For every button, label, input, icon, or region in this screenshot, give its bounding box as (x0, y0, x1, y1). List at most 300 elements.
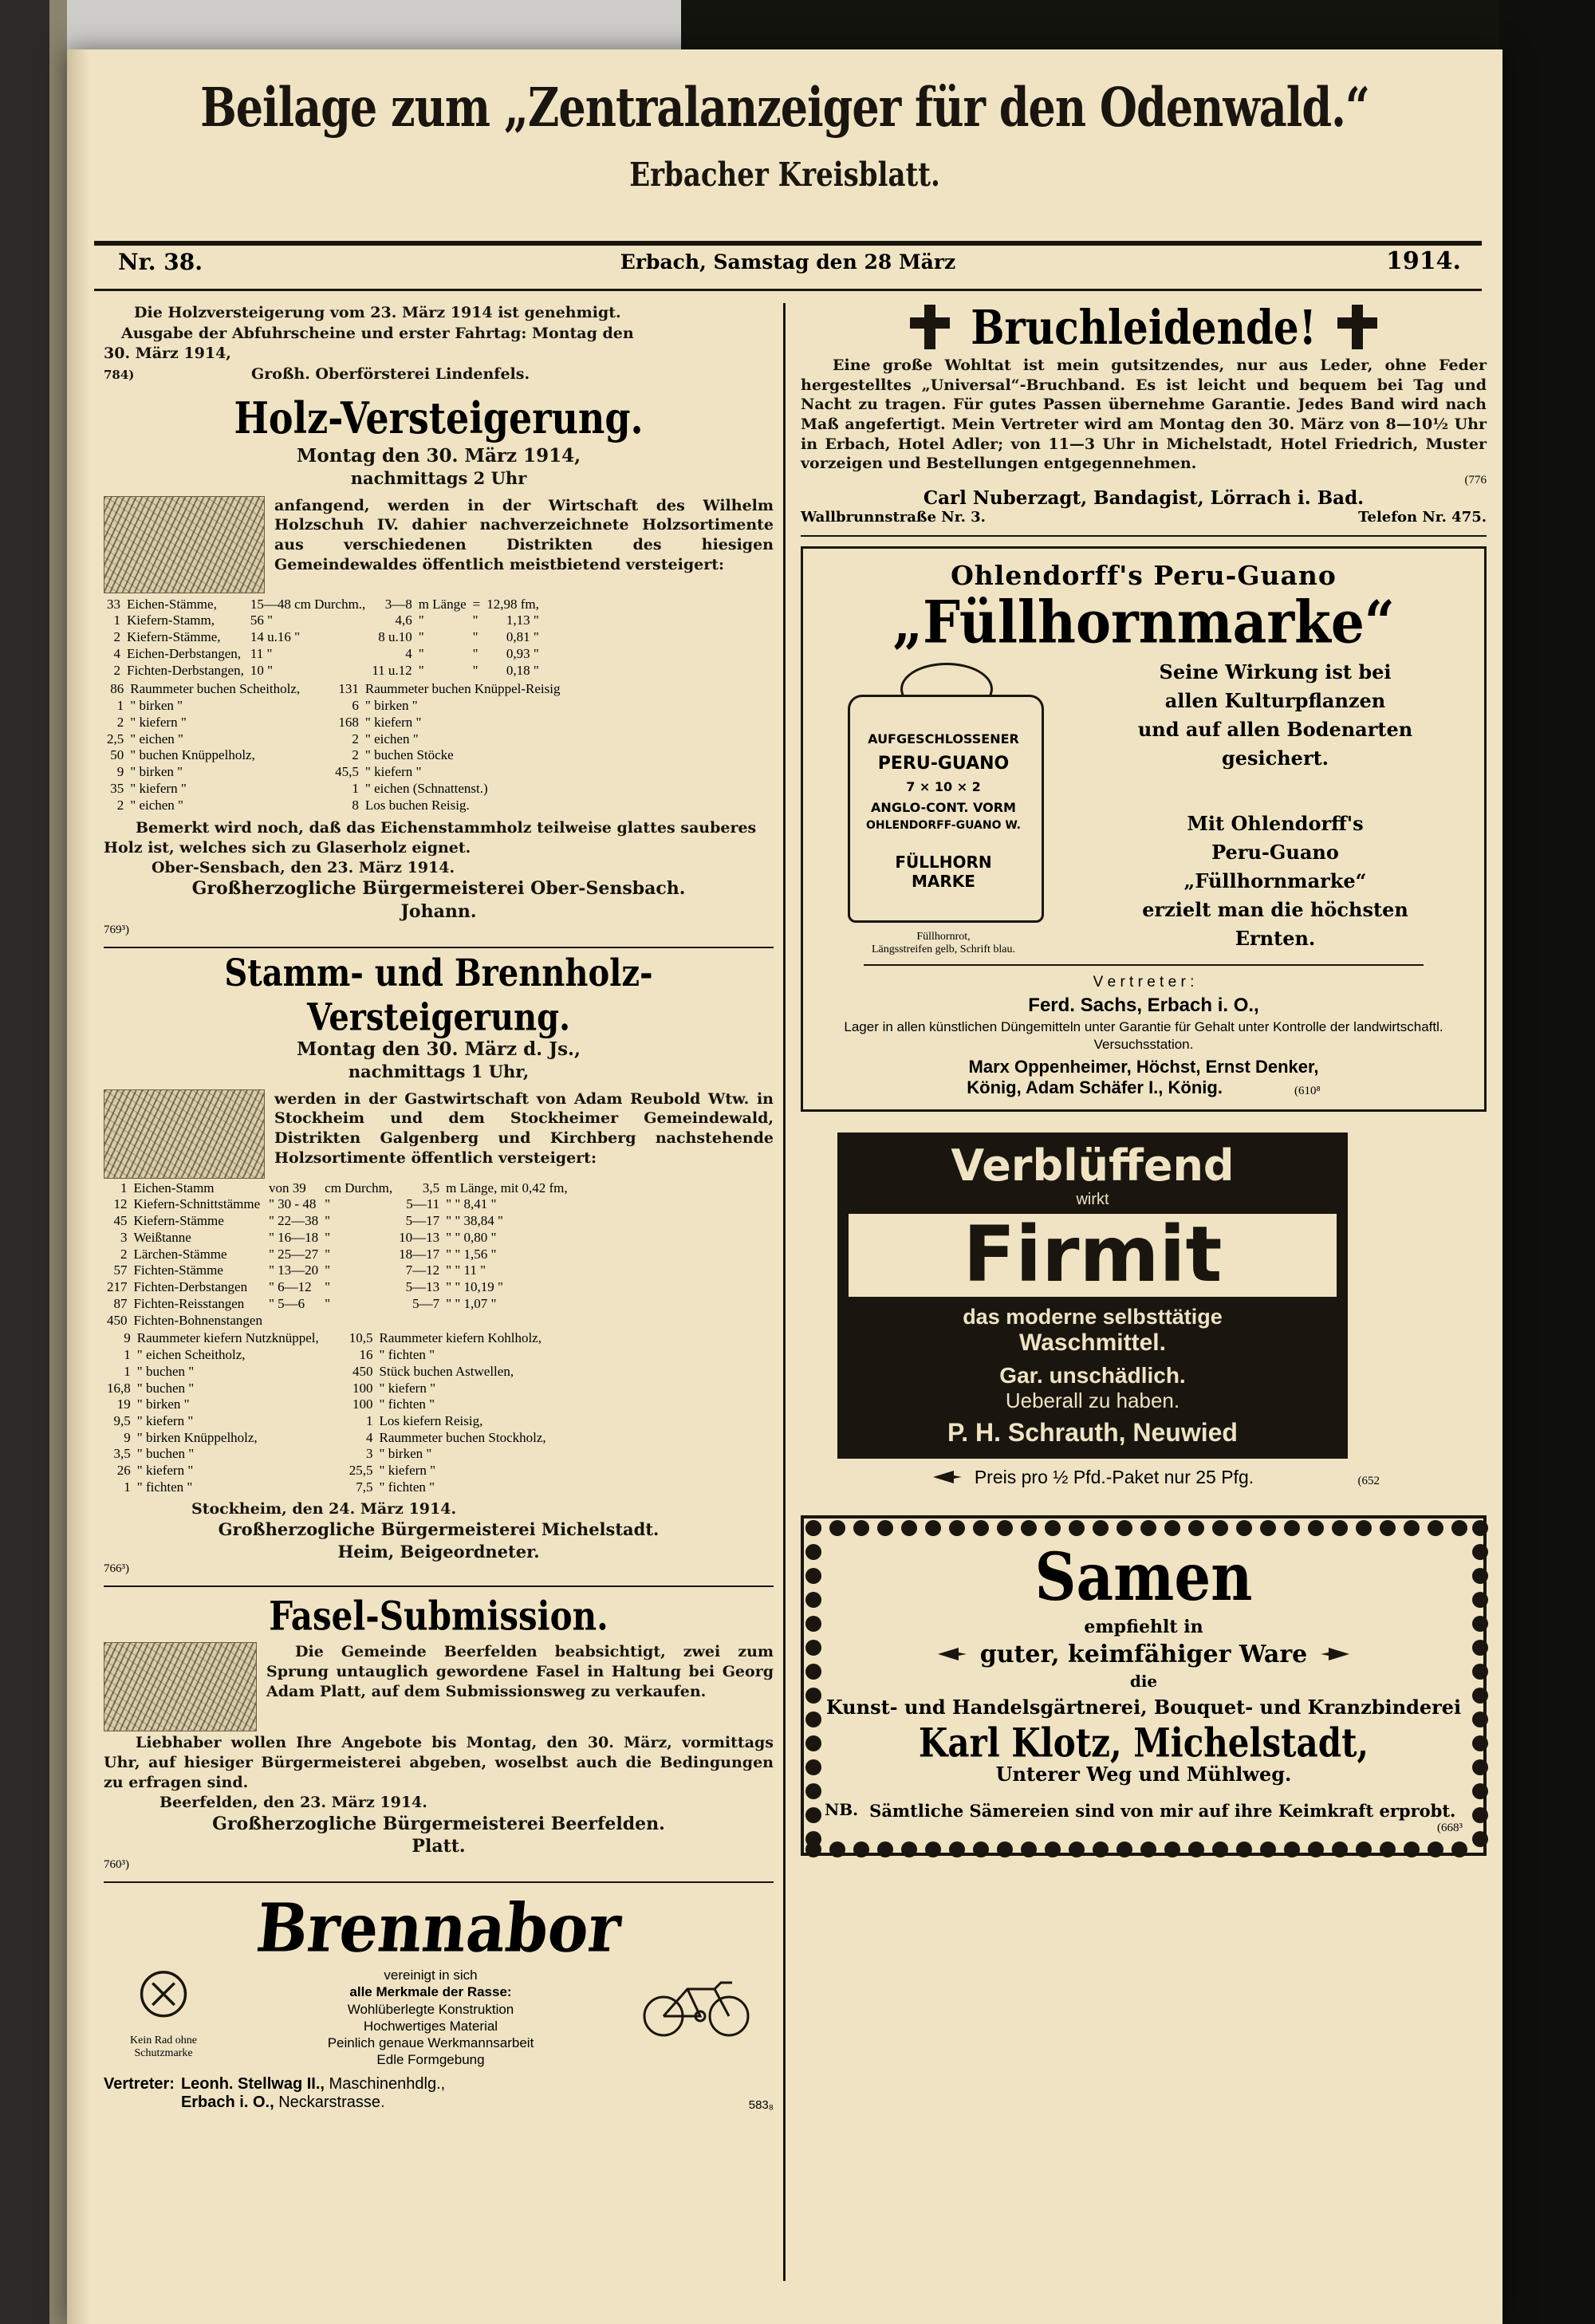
auction1-headline: Holz-Versteigerung. (234, 392, 644, 443)
cell: " birken Knüppelholz, (136, 1429, 258, 1445)
cell: 7,5 (356, 1479, 373, 1495)
decorative-dot (1140, 1520, 1156, 1536)
cell: " " 0,80 " (446, 1229, 497, 1245)
brennabor-ref: 583₈ (748, 2098, 774, 2112)
firmit-name: Firmit (963, 1210, 1223, 1300)
decorative-dot (853, 1520, 869, 1536)
table-row (104, 1479, 549, 1496)
sack-line: AUFGESCHLOSSENER (868, 731, 1019, 747)
cell: " buchen " (136, 1446, 195, 1462)
guano-brand: „Füllhornmarke“ (892, 588, 1395, 657)
firmit-availability: Ueberall zu haben. (1005, 1388, 1180, 1412)
cell: 35 (110, 780, 124, 796)
cell: 86 (110, 681, 124, 697)
divider (104, 1881, 774, 1883)
pointing-hand-icon (935, 1646, 969, 1662)
cell: " (472, 629, 478, 645)
decorative-dot (1212, 1841, 1228, 1857)
cell: 2 (116, 797, 124, 813)
decorative-dot (901, 1841, 917, 1857)
decorative-dot (805, 1831, 821, 1847)
cell: 450 (352, 1363, 373, 1379)
cell: = (472, 596, 481, 612)
samen-address: Unterer Weg und Mühlweg. (995, 1762, 1292, 1786)
brennabor-dealer-street: Neckarstrasse. (278, 2093, 385, 2111)
cell: " birken " (130, 764, 183, 780)
guano-claim2-line: Ernten. (1235, 927, 1316, 951)
decorative-dot (1356, 1520, 1372, 1536)
table-row (104, 613, 542, 629)
cell: Los buchen Reisig. (364, 797, 470, 813)
samen-nb-label: NB. (825, 1799, 859, 1819)
pointing-hand-icon (931, 1469, 963, 1485)
cell: " (325, 1295, 331, 1311)
cell: 2 (113, 629, 120, 645)
masthead (67, 49, 1502, 195)
cell: " (325, 1229, 331, 1245)
guano-claim2-line: erzielt man die höchsten (1142, 898, 1408, 922)
decorative-dot (1188, 1841, 1204, 1857)
decorative-dot (1472, 1783, 1488, 1799)
cell: 1 (116, 698, 124, 714)
cell (266, 1313, 571, 1329)
cell: 11 u.12 (372, 662, 412, 678)
decorative-dot (805, 1688, 821, 1704)
cell: 45,5 (335, 764, 359, 780)
cell: " eichen Scheitholz, (136, 1347, 246, 1363)
decorative-dot (1472, 1664, 1488, 1680)
cell: 50 (110, 747, 124, 763)
cell: " (472, 613, 478, 628)
cell: " " 1,07 " (446, 1295, 497, 1311)
scan-edge-right (1499, 0, 1595, 2324)
auction1-intro: anfangend, werden in der Wirtschaft des Wilhelm Holzschuh IV. dahier nachverzeichnete Holzsortimente aus verschiedenen Distrikten des hiesigen Gemeindewaldes öffentlich meistbietend versteigert: (274, 496, 774, 573)
cell: Kiefern-Stamm, (127, 613, 215, 628)
cell: 168 (338, 714, 359, 730)
right-column (801, 299, 1487, 1856)
cell: " " 10,19 " (446, 1279, 503, 1295)
cell: Kiefern-Stämme, (127, 629, 221, 645)
cell: 25,5 (349, 1463, 373, 1479)
cell: Stück buchen Astwellen, (379, 1363, 514, 1379)
decorative-dot (1260, 1520, 1276, 1536)
cell: " kiefern " (136, 1463, 194, 1479)
table-row (104, 1330, 549, 1347)
auction1-signature: Johann. (400, 900, 477, 922)
cell: 450 (107, 1312, 128, 1328)
table-row (104, 1347, 549, 1364)
fasel-authority: Großherzogliche Bürgermeisterei Beerfelden. (212, 1813, 665, 1834)
guano-caption1: Füllhornrot, (916, 931, 971, 943)
decorative-dot (1428, 1520, 1443, 1536)
cell: 19 (116, 1396, 131, 1412)
table-row (104, 597, 542, 613)
cell: 2 (116, 714, 124, 730)
sack-line: 7 × 10 × 2 (906, 779, 981, 795)
notice-line3: 30. März 1914, (104, 345, 231, 363)
guano-claim-line: allen Kulturpflanzen (1164, 689, 1386, 713)
brennabor-feature: Hochwertiges Material (363, 2018, 498, 2034)
cell: Los kiefern Reisig, (379, 1413, 483, 1429)
decorative-dot (1116, 1841, 1132, 1857)
cell: 1 (124, 1363, 131, 1379)
bruch-advertiser-name: Carl Nuberzagt, Bandagist, Lörrach i. Bad. (923, 487, 1365, 510)
cell: 1 (124, 1479, 131, 1495)
ad-samen[interactable] (801, 1515, 1487, 1856)
table-row (104, 646, 542, 663)
notice-office: Großh. Oberförsterei Lindenfels. (251, 364, 530, 383)
decorative-dot (1069, 1841, 1085, 1857)
auction1-note: Bemerkt wird noch, daß das Eichenstammholz teilweise glattes sauberes Holz ist, welches sich zu Glaserholz eignet. (104, 819, 757, 857)
table-row (104, 681, 563, 698)
cell: 0,18 " (506, 662, 539, 678)
guano-claim-line: gesichert. (1221, 746, 1329, 770)
cell: " fichten " (379, 1396, 435, 1412)
decorative-dot (1380, 1520, 1396, 1536)
decorative-dot (1116, 1520, 1132, 1536)
decorative-dot (1164, 1520, 1180, 1536)
decorative-dot (805, 1711, 821, 1727)
cell: " buchen " (136, 1380, 195, 1396)
cell: 10—13 (399, 1229, 440, 1245)
cell: " buchen Stöcke (364, 747, 454, 763)
auction2-signature: Heim, Beigeordneter. (337, 1541, 540, 1562)
decorative-dot (1356, 1841, 1372, 1857)
decorative-dot (1472, 1520, 1488, 1536)
decorative-dot (805, 1592, 821, 1608)
bruch-address: Wallbrunnstraße Nr. 3. (801, 509, 986, 526)
fasel-ref: 760³) (104, 1858, 129, 1872)
table-row (104, 731, 563, 748)
decorative-dot (805, 1520, 821, 1536)
cell: " eichen " (364, 731, 419, 746)
cell: Fichten-Derbstangen, (127, 662, 244, 678)
cell: 0,81 " (506, 629, 539, 645)
woodcut-illustration-bull (104, 1642, 257, 1731)
notice-ref: 784) (104, 367, 135, 382)
bruch-body: Eine große Wohltat ist mein gutsitzendes, nur aus Leder, ohne Feder hergestelltes „Universal“-Bruchband. Es ist leicht und bequem bei Tag und Nacht zu tragen. Für gutes Passen übernehme Garantie. Jedes Band wird nach Maß angefertigt. Mein Vertreter wird am Montag den 30. März von 8—10½ Uhr in Erbach, Hotel Adler; von 11—3 Uhr in Michelstadt, Hotel Friedrich, Muster vorzeigen und Bestellungen entgegennehmen. (801, 356, 1487, 473)
auction2-date: Montag den 30. März d. Js., (296, 1038, 581, 1060)
decorative-dot (1308, 1841, 1324, 1857)
cell: " 5—6 (268, 1295, 305, 1311)
cell: 4 (405, 645, 412, 661)
brennabor-line2: alle Merkmale der Rasse: (349, 1984, 512, 2000)
decorative-dot (1260, 1841, 1276, 1857)
cell: 11 " (250, 645, 273, 661)
cell: 18—17 (399, 1246, 440, 1262)
issue-place-date: Erbach, Samstag den 28 März (620, 250, 956, 274)
decorative-dot (1451, 1520, 1467, 1536)
brennabor-headline: Brennabor (253, 1889, 624, 1968)
table-row (104, 715, 563, 731)
firmit-maker: P. H. Schrauth, Neuwied (947, 1417, 1238, 1447)
cell: 1 (120, 1180, 128, 1195)
auction1-ref: 769³) (104, 923, 129, 936)
decorative-dot (1188, 1520, 1204, 1536)
cell: " 13—20 (268, 1262, 319, 1278)
decorative-dot (1140, 1841, 1156, 1857)
guano-claim2-line: „Füllhornmarke“ (1183, 869, 1367, 893)
table-row (104, 1396, 549, 1413)
cell: " eichen " (130, 797, 183, 813)
cell: 4 (366, 1429, 373, 1445)
firmit-wirkt: wirkt (1076, 1191, 1109, 1209)
decorative-dot (1472, 1544, 1488, 1560)
decorative-dot (805, 1807, 821, 1823)
cell: 15—48 cm Durchm., (250, 596, 366, 612)
cell: 5—11 (406, 1196, 440, 1212)
binding-shadow-left (0, 0, 49, 2324)
cell: Raummeter kiefern Kohlholz, (379, 1330, 542, 1346)
firmit-guarantee: Gar. unschädlich. (999, 1362, 1186, 1388)
cell: " kiefern " (136, 1413, 194, 1429)
decorative-dot (1164, 1841, 1180, 1857)
cell: m Länge (418, 596, 467, 612)
firmit-price: Preis pro ½ Pfd.-Paket nur 25 Pfg. (974, 1466, 1254, 1487)
auction2-time: nachmittags 1 Uhr, (348, 1062, 530, 1082)
notice-line1: Die Holzversteigerung vom 23. März 1914 ist genehmigt. (134, 304, 621, 321)
fasel-place-date: Beerfelden, den 23. März 1914. (160, 1794, 427, 1812)
decorative-dot (1472, 1616, 1488, 1632)
cell: " (325, 1196, 331, 1212)
table-row (104, 629, 542, 646)
sack-line: MARKE (912, 872, 975, 892)
cell: 5—17 (405, 1213, 440, 1229)
table-row (104, 1180, 571, 1197)
column-divider (783, 303, 786, 2281)
auction1-lot-table (104, 597, 542, 679)
cell: 217 (107, 1279, 128, 1295)
cell: Fichten-Bohnenstangen (133, 1312, 262, 1328)
cell: 2 (352, 747, 359, 763)
table-row (104, 1413, 549, 1430)
decorative-dot (925, 1841, 941, 1857)
fasel-body2: Liebhaber wollen Ihre Angebote bis Montag, den 30. März, vormittags Uhr, auf hiesiger Bürgermeisterei abgeben, woselbst auch die Bedingungen zu erfragen sind. (104, 1733, 774, 1792)
cell: Raummeter buchen Scheitholz, (130, 681, 301, 697)
decorative-dot (1472, 1688, 1488, 1704)
cell: 10 " (250, 662, 274, 678)
notice-block (104, 303, 774, 385)
decorative-dot (1428, 1841, 1443, 1857)
table-row (104, 1364, 549, 1381)
decorative-dot (1212, 1520, 1228, 1536)
issue-year: 1914. (1386, 247, 1461, 275)
cell: 9,5 (113, 1413, 131, 1429)
guano-claim-line: und auf allen Bodenarten (1137, 718, 1413, 742)
scan-artifact-top (67, 0, 681, 49)
decorative-dot (1021, 1841, 1037, 1857)
cell: Raummeter buchen Stockholz, (379, 1429, 546, 1445)
cell: " kiefern " (364, 764, 422, 780)
cell: 9 (116, 764, 124, 780)
brennabor-line1: vereinigt in sich (384, 1968, 478, 1983)
cell: 12 (113, 1196, 128, 1212)
firmit-ref: (652 (1357, 1474, 1380, 1487)
decorative-dot (805, 1520, 821, 1536)
decorative-dot (949, 1520, 965, 1536)
brennabor-feature: Peinlich genaue Werkmannsarbeit (327, 2035, 534, 2051)
cell: 8 (352, 797, 359, 813)
guano-sack-illustration (824, 663, 1063, 926)
brennabor-mark-caption: Kein Rad ohne Schutzmarke (130, 2034, 197, 2060)
samen-ref: (668³ (1437, 1821, 1463, 1834)
binding-edge (49, 0, 67, 2324)
page-title: Beilage zum „Zentralanzeiger für den Odenwald.“ (200, 75, 1369, 139)
table-row (104, 1196, 571, 1213)
decorative-dot (973, 1841, 989, 1857)
brennabor-feature: Wohlüberlegte Konstruktion (347, 2001, 514, 2017)
cross-icon (908, 303, 951, 351)
sack-line: ANGLO-CONT. VORM (871, 800, 1016, 816)
cell: 5—13 (405, 1279, 440, 1295)
ad-firmit[interactable] (837, 1132, 1380, 1487)
decorative-dot (1332, 1520, 1348, 1536)
decorative-dot (1069, 1520, 1085, 1536)
cell: 57 (113, 1262, 128, 1278)
fasel-body1: Die Gemeinde Beerfelden beabsichtigt, zwei zum Sprung untauglich gewordene Fasel in Haltung bei Georg Adam Platt, auf dem Submissionsweg zu verkaufen. (266, 1642, 774, 1701)
auction2-authority: Großherzogliche Bürgermeisterei Michelstadt. (218, 1519, 660, 1540)
cell: " buchen " (136, 1363, 195, 1379)
cell: 87 (113, 1295, 128, 1311)
cell: " fichten " (379, 1347, 435, 1363)
decorative-dot (1472, 1831, 1488, 1847)
cell: 100 (352, 1396, 373, 1412)
cell: 7—12 (405, 1262, 440, 1278)
cell: Fichten-Reisstangen (133, 1295, 245, 1311)
table-row (104, 698, 563, 715)
cell: 1 (366, 1413, 373, 1429)
decorative-dot (1472, 1568, 1488, 1584)
auction1-date: Montag den 30. März 1914, (296, 444, 581, 467)
decorative-dot (949, 1841, 965, 1857)
decorative-dot (1472, 1807, 1488, 1823)
decorative-dot (1472, 1640, 1488, 1656)
cell: Kiefern-Stämme (133, 1213, 224, 1229)
cell: " (472, 645, 478, 661)
cell: " kiefern " (379, 1463, 436, 1479)
brennabor-dealer-place: Erbach i. O., (180, 2093, 274, 2111)
auction1-firewood-table (104, 681, 563, 813)
guano-claim2-line: Mit Ohlendorff's (1187, 812, 1364, 836)
cell: 14 u.16 " (250, 629, 301, 645)
cell: " fichten " (136, 1479, 193, 1495)
decorative-dot (853, 1841, 869, 1857)
cell: " (418, 662, 424, 678)
cell: 3 (366, 1446, 373, 1462)
table-row (104, 798, 563, 814)
samen-headline: Samen (1034, 1537, 1253, 1615)
cell: " 30 - 48 (268, 1196, 317, 1212)
cell: 1,13 " (506, 613, 539, 628)
cell: " (418, 613, 424, 628)
fasel-headline: Fasel-Submission. (269, 1593, 608, 1640)
cell: " 22—38 (268, 1213, 319, 1229)
decorative-dot (829, 1841, 845, 1857)
cell: 45 (113, 1213, 128, 1229)
cell: 9 (124, 1429, 131, 1445)
cell: 131 (338, 681, 359, 697)
cell: 1 (113, 613, 120, 628)
guano-caption2: Längsstreifen gelb, Schrift blau. (871, 943, 1015, 956)
cell: 16 (359, 1347, 373, 1363)
sack-line: OHLENDORFF-GUANO W. (865, 819, 1021, 833)
decorative-dot (1045, 1520, 1061, 1536)
divider (104, 1585, 774, 1587)
divider (801, 535, 1487, 537)
cell: Eichen-Stamm (133, 1180, 215, 1195)
cell: Fichten-Stämme (133, 1262, 223, 1278)
guano-rep-note: Lager in allen künstlichen Düngemitteln unter Garantie für Gehalt unter Kontrolle der landwirtschaftl. Versuchsstation. (844, 1019, 1443, 1053)
samen-line1: empfiehlt in (1084, 1616, 1203, 1637)
cell: " (325, 1279, 331, 1295)
decorative-dot (997, 1520, 1013, 1536)
firmit-desc2: Waschmittel. (1019, 1329, 1166, 1356)
decorative-dot (1472, 1592, 1488, 1608)
cell: 16,8 (107, 1380, 131, 1396)
decorative-dot (1404, 1841, 1420, 1857)
decorative-dot (1380, 1841, 1396, 1857)
cell: " eichen (Schnattenst.) (364, 780, 488, 796)
firmit-top: Verblüffend (951, 1140, 1235, 1192)
cell: " birken " (136, 1396, 190, 1412)
table-row (104, 781, 563, 798)
brennabor-dealer-trade: Maschinenhdlg., (329, 2074, 446, 2093)
decorative-dot (1284, 1841, 1300, 1857)
cell: Eichen-Stämme, (127, 596, 217, 612)
ad-guano[interactable] (801, 546, 1487, 1112)
cell: " " 8,41 " (446, 1196, 497, 1212)
cell: 100 (352, 1380, 373, 1396)
cell: 10,5 (349, 1330, 373, 1346)
brennabor-dealer-name: Leonh. Stellwag II., (180, 2074, 325, 2093)
auction2-headline: Stamm- und Brennholz-Versteigerung. (224, 951, 653, 1040)
masthead-rule-top (94, 241, 1482, 246)
cell: " birken " (364, 698, 418, 714)
cell: " kiefern " (130, 714, 187, 730)
brennabor-feature: Edle Formgebung (376, 2052, 485, 2068)
cell: Eichen-Derbstangen, (127, 645, 242, 661)
decorative-dot (1472, 1711, 1488, 1727)
guano-rep-main: Ferd. Sachs, Erbach i. O., (1028, 995, 1259, 1017)
decorative-dot (1236, 1841, 1252, 1857)
decorative-dot (805, 1616, 821, 1632)
table-row (104, 1430, 549, 1447)
decorative-dot (1472, 1759, 1488, 1775)
sack-line: FÜLLHORN (895, 853, 992, 872)
divider (104, 947, 774, 948)
decorative-dot (1404, 1520, 1420, 1536)
decorative-dot (1284, 1520, 1300, 1536)
decorative-dot (805, 1568, 821, 1584)
decorative-dot (1332, 1841, 1348, 1857)
cell: " 6—12 (268, 1279, 312, 1295)
decorative-dot (997, 1841, 1013, 1857)
cell: von 39 (268, 1180, 306, 1195)
decorative-dot (973, 1520, 989, 1536)
newspaper-page (67, 49, 1502, 2324)
cell: 9 (124, 1330, 131, 1346)
decorative-dot (901, 1520, 917, 1536)
table-row (104, 1463, 549, 1479)
cell: 4 (113, 645, 120, 661)
divider (864, 964, 1424, 966)
guano-rep-label: V e r t r e t e r : (1093, 974, 1195, 991)
table-row (104, 1247, 571, 1263)
samen-line4: Kunst- und Handelsgärtnerei, Bouquet- und Kranzbinderei (825, 1695, 1462, 1719)
masthead-subtitle: Erbacher Kreisblatt. (629, 156, 940, 195)
cell: 33 (107, 596, 120, 612)
auction2-intro: werden in der Gastwirtschaft von Adam Reubold Wtw. in Stockheim und dem Stockheimer Gemeindewald, Distrikten Galgenberg und Kirchberg nachstehende Holzsortimente öffentlich versteigert: (274, 1089, 774, 1167)
